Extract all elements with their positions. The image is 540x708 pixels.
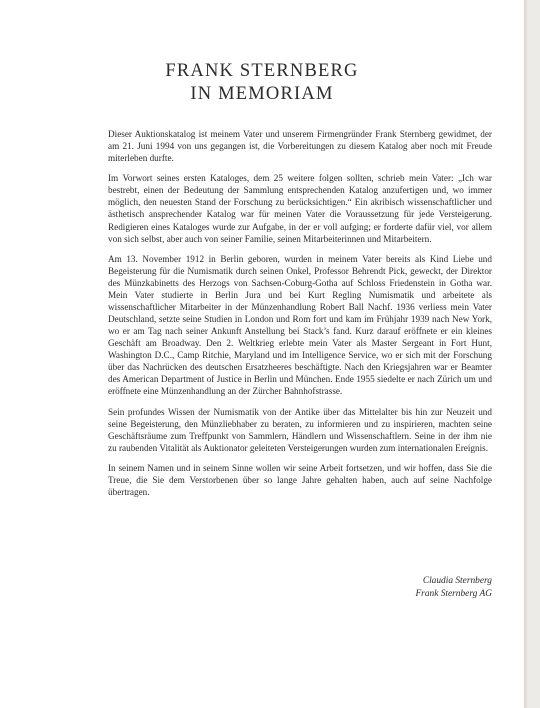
paragraph-legacy: Sein profundes Wissen der Numismatik von der Antike über das Mittelalter bis hin zur Neuzeit und seine Begeisterung, den Münzliebhaber zu beraten, zu informieren und zu inspirieren, machten seine Geschäftsräume zum Treffpunkt von Sammlern, Händlern und Wissenschaftlern. Seine in der ihm nie zu raubenden Vitalität als Auktionator geleiteten Versteigerungen wurden zum internationalen Ereignis. [108, 406, 492, 453]
paragraph-dedication: Dieser Auktionskatalog ist meinem Vater und unserem Firmengründer Frank Sternberg gewidmet, der am 21. Juni 1994 von uns gegangen ist, die Vorbereitungen zu diesem Katalog aber noch mit Freude miterleben durfte. [108, 129, 492, 164]
signature-name: Claudia Sternberg [422, 576, 492, 586]
paragraph-biography: Am 13. November 1912 in Berlin geboren, wurden in meinem Vater bereits als Kind Liebe und Begeisterung für die Numismatik durch seinen Onkel, Professor Behrendt Pick, geweckt, der Direktor des Münzkabinetts des Herzogs von Sachsen-Coburg-Gotha auf Schloss Friedenstein in Gotha war. Mein Vater studierte in Berlin Jura und bei Kurt Regling Numismatik und arbeitete als wissenschaftlicher Mitarbeiter in der Münzenhandlung Robert Ball Nachf. 1936 verliess mein Vater Deutschland, setzte seine Studien in London und Rom fort und kam im Frühjahr 1939 nach New York, wo er am Tag nach seiner Ankunft Anstellung bei Stack’s fand. Kurz darauf eröffnete er ein kleines Geschäft am Broadway. Den 2. Weltkrieg erlebte mein Vater als Master Sergeant in Fort Hunt, Washington D.C., Camp Ritchie, Maryland und im Intelligence Service, wo er sich mit der Forschung über das Nachrücken des deutschen Ersatzheeres beschäftigte. Nach den Kriegsjahren war er Beamter des American Department of Justice in Berlin und München. Ende 1955 siedelte er nach Zürich um und eröffnete eine Münzenhandlung an der Zürcher Bahnhofstrasse. [108, 253, 492, 397]
paragraph-foreword: Im Vorwort seines ersten Kataloges, dem 25 weitere folgen sollten, schrieb mein Vater: „Ich war bestrebt, einen der Bedeutung der Sammlung entsprechenden Katalog anzufertigen und, wo immer möglich, den neuesten Stand der Forschung zu berücksichtigen.“ Ein akribisch wissenschaftlicher und ästhetisch ansprechender Katalog war für meinen Vater die Voraussetzung für jede Versteigerung. Redigieren eines Kataloges wurde zur Aufgabe, in der er voll aufging; er forderte dafür viel, vor allem von sich selbst, aber auch von seiner Familie, seinen Mitarbeiterinnen und Mitarbeitern. [108, 173, 492, 244]
page-title [0, 60, 524, 106]
page-edge-shadow [524, 0, 528, 708]
title-line-1: FRANK STERNBERG [165, 61, 359, 81]
signature-company: Frank Sternberg AG [415, 588, 492, 599]
paragraph-closing: In seinem Namen und in seinem Sinne wollen wir seine Arbeit fortsetzen, und wir hoffen, dass Sie die Treue, die Sie dem Verstorbenen über so lange Jahre gehalten haben, auch auf seine Nachfolge übertragen. [108, 462, 492, 498]
memorial-text [108, 128, 492, 506]
signature-block [340, 575, 492, 600]
title-line-2: IN MEMORIAM [190, 84, 334, 104]
